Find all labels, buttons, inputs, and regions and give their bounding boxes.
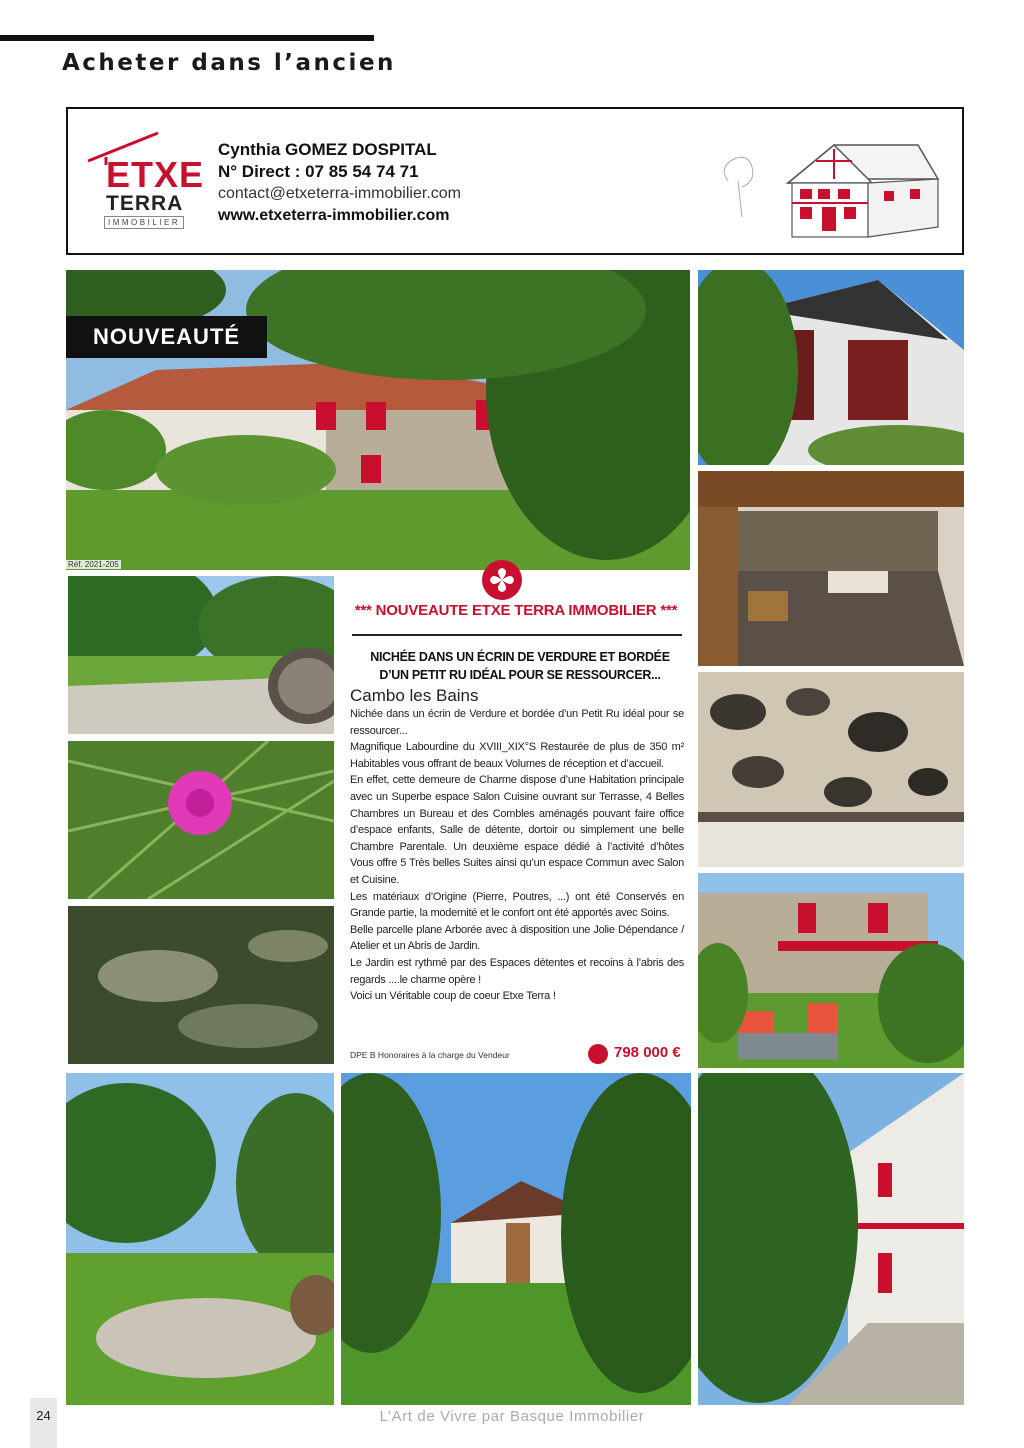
stone-wall-photo bbox=[698, 672, 964, 867]
subheadline-line-1: NICHÉE DANS UN ÉCRIN DE VERDURE ET BORDÉE bbox=[370, 650, 670, 664]
listing-body bbox=[350, 706, 684, 1005]
body-paragraph: Belle parcelle plane Arborée avec à disposition une Jolie Dépendance / Atelier et un Abris de Jardin. bbox=[350, 923, 684, 953]
basque-cross-icon bbox=[482, 560, 522, 600]
listing-description bbox=[340, 560, 692, 1072]
agent-contact-box bbox=[66, 107, 964, 255]
logo-etxe: ETXE bbox=[106, 154, 205, 195]
main-house-photo bbox=[66, 270, 690, 570]
etxe-terra-logo bbox=[86, 129, 205, 229]
facade-shutters-photo bbox=[698, 270, 964, 465]
listing-reference: Réf. 2021-205 bbox=[68, 560, 119, 569]
price-basque-cross-icon bbox=[588, 1044, 608, 1064]
listing-headline: *** NOUVEAUTE ETXE TERRA IMMOBILIER *** bbox=[354, 602, 678, 619]
agent-name: Cynthia GOMEZ DOSPITAL bbox=[218, 140, 437, 159]
house-side-path-photo bbox=[698, 1073, 964, 1405]
body-paragraph: En effet, cette demeure de Charme dispose d’une Habitation principale avec un Superbe espace Salon Cuisine ouvrant sur Terrasse, 4 Belles Chambres un Bureau et des Combles aménagés pouvant faire office d’espace enfants, Salle de détente, dortoir ou simplement une belle Chambre Parentale. Un deuxième espace dédié à l’activité d’hôtes Vous offre 5 Très belles Suites ainsi qu’un espace Commun avec Salon et Cuisine. bbox=[350, 774, 684, 886]
new-listing-badge: NOUVEAUTÉ bbox=[66, 316, 267, 358]
basque-house-illustration bbox=[688, 131, 948, 241]
subheadline-line-2: D’UN PETIT RU IDÉAL POUR SE RESSOURCER... bbox=[379, 668, 661, 682]
terrace-photo bbox=[698, 873, 964, 1068]
body-paragraph: Le Jardin est rythmé par des Espaces détentes et recoins à l’abris des regards ....le charme opère ! bbox=[350, 956, 684, 986]
body-paragraph: Les matériaux d’Origine (Pierre, Poutres, ...) ont été Conservés en Grande partie, la modernité et le confort ont été apportés avec Soins. bbox=[350, 890, 684, 920]
header-rule bbox=[0, 35, 374, 41]
house-garden-view-photo bbox=[341, 1073, 691, 1405]
interior-living-room-photo bbox=[698, 471, 964, 666]
listing-subheadline bbox=[360, 648, 680, 684]
footer-tagline: L’Art de Vivre par Basque Immobilier bbox=[379, 1408, 645, 1425]
garden-tree-photo bbox=[66, 1073, 334, 1405]
pink-flower-photo bbox=[68, 741, 334, 899]
logo-terra: TERRA bbox=[106, 192, 184, 215]
listing-price: 798 000 € bbox=[614, 1044, 681, 1061]
dpe-fees-note: DPE B Honoraires à la charge du Vendeur bbox=[350, 1050, 510, 1060]
agent-phone: N° Direct : 07 85 54 74 71 bbox=[218, 162, 419, 181]
agent-info bbox=[218, 139, 461, 227]
logo-immobilier: IMMOBILIER bbox=[104, 216, 184, 229]
garden-gravel-photo bbox=[68, 576, 334, 734]
section-title: Acheter dans l’ancien bbox=[62, 50, 396, 76]
body-paragraph: Nichée dans un écrin de Verdure et bordée d’un Petit Ru idéal pour se ressourcer... bbox=[350, 708, 684, 737]
body-paragraph: Voici un Véritable coup de coeur Etxe Terra ! bbox=[350, 990, 556, 1003]
page-number: 24 bbox=[30, 1398, 57, 1448]
agent-website[interactable]: www.etxeterra-immobilier.com bbox=[218, 207, 450, 224]
headline-rule bbox=[352, 634, 682, 636]
listing-city: Cambo les Bains bbox=[350, 686, 479, 705]
stream-water-photo bbox=[68, 906, 334, 1064]
agent-email[interactable]: contact@etxeterra-immobilier.com bbox=[218, 185, 461, 202]
body-paragraph: Magnifique Labourdine du XVIII_XIX°S Restaurée de plus de 350 m² Habitables vous offrant de beaux Volumes de réception et d’accueil. bbox=[350, 741, 684, 770]
